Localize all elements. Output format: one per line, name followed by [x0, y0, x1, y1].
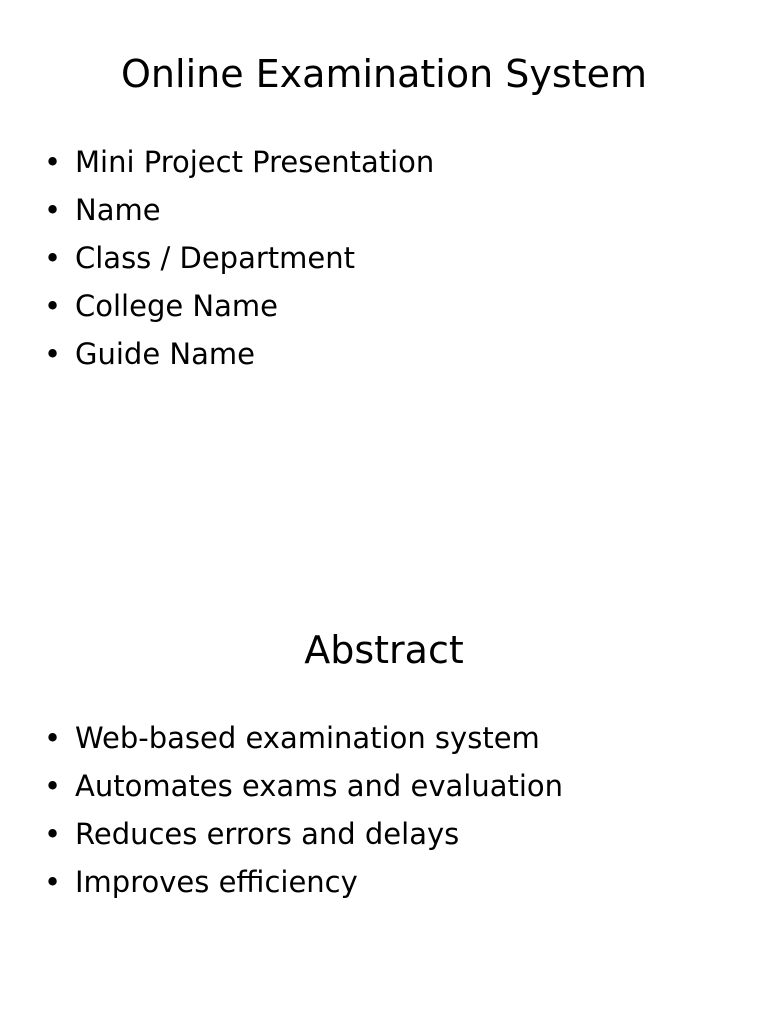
slide-abstract — [0, 576, 768, 1024]
bullet-list — [44, 714, 744, 906]
bullet-icon: • — [44, 817, 62, 851]
bullet-item — [44, 714, 744, 762]
bullet-icon: • — [44, 241, 62, 275]
bullet-text: Guide Name — [75, 337, 255, 371]
bullet-icon: • — [44, 721, 62, 755]
bullet-item — [44, 858, 744, 906]
bullet-item — [44, 330, 744, 378]
bullet-text: Automates exams and evaluation — [75, 769, 564, 803]
slide-title: Online Examination System — [121, 52, 647, 96]
bullet-icon: • — [44, 145, 62, 179]
bullet-icon: • — [44, 769, 62, 803]
bullet-item — [44, 186, 744, 234]
bullet-text: Web-based examination system — [75, 721, 540, 755]
bullet-item — [44, 810, 744, 858]
bullet-icon: • — [44, 289, 62, 323]
slide-title: Abstract — [304, 628, 464, 672]
bullet-icon: • — [44, 337, 62, 371]
bullet-text: Mini Project Presentation — [75, 145, 435, 179]
bullet-text: Name — [75, 193, 161, 227]
bullet-text: Class / Department — [75, 241, 355, 275]
bullet-list — [44, 138, 744, 378]
bullet-text: College Name — [75, 289, 278, 323]
bullet-item — [44, 138, 744, 186]
bullet-item — [44, 234, 744, 282]
bullet-icon: • — [44, 193, 62, 227]
bullet-item — [44, 282, 744, 330]
bullet-item — [44, 762, 744, 810]
bullet-text: Reduces errors and delays — [75, 817, 460, 851]
bullet-icon: • — [44, 865, 62, 899]
bullet-text: Improves efficiency — [75, 865, 358, 899]
